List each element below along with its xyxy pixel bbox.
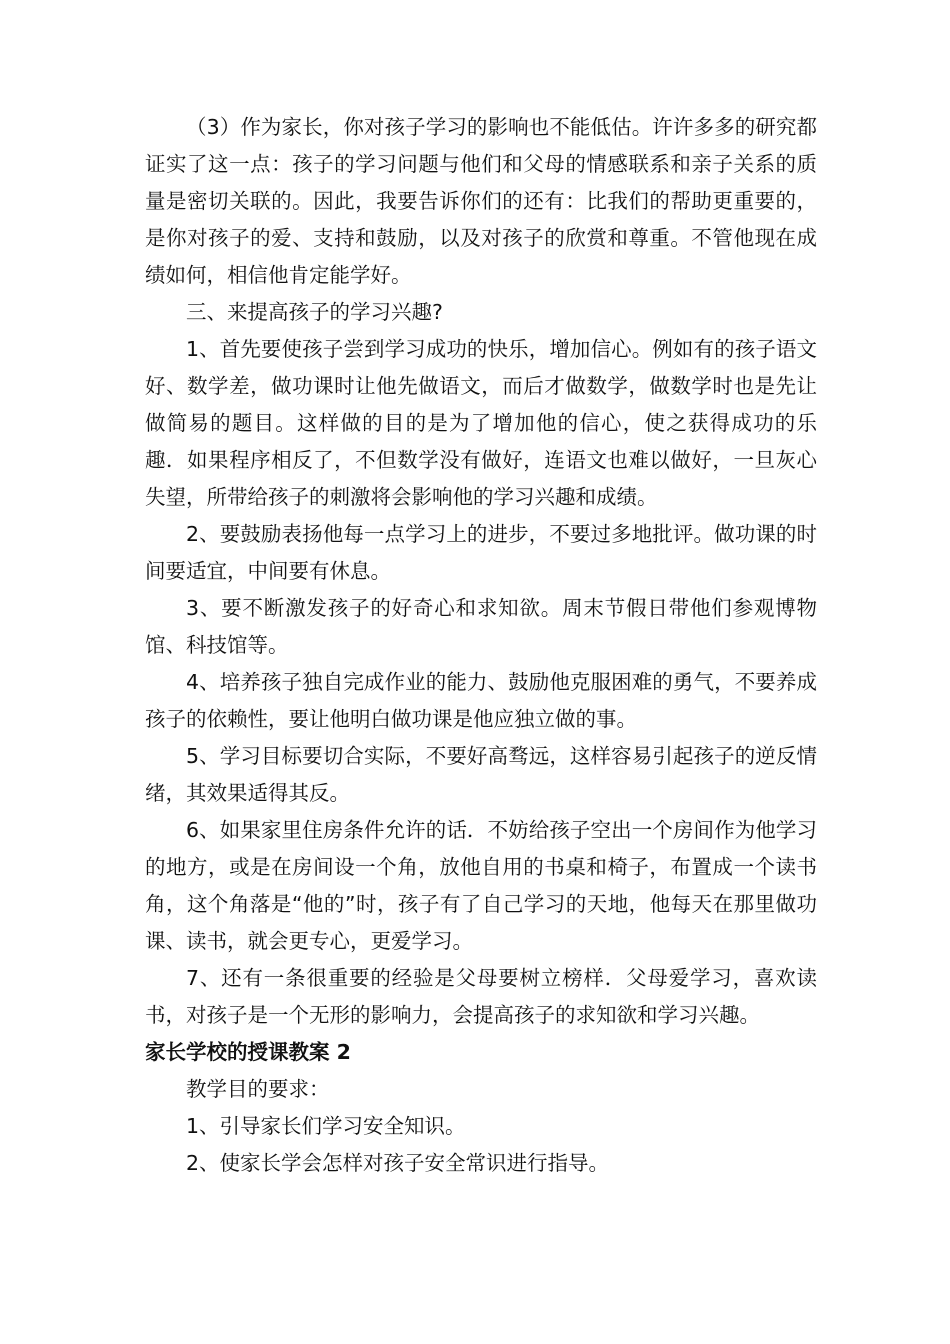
paragraph-tip-2: 2、要鼓励表扬他每一点学习上的进步，不要过多地批评。做功课的时间要适宜，中间要有休息。 bbox=[145, 522, 817, 583]
paragraph-goal-1: 1、引导家长们学习安全知识。 bbox=[186, 1114, 466, 1138]
paragraph-tip-3: 3、要不断激发孩子的好奇心和求知欲。周末节假日带他们参观博物馆、科技馆等。 bbox=[145, 596, 817, 657]
paragraph-goal-2: 2、使家长学会怎样对孩子安全常识进行指导。 bbox=[186, 1151, 610, 1175]
paragraph-parent-influence: （3）作为家长，你对孩子学习的影响也不能低估。许许多多的研究都证实了这一点：孩子的学习问题与他们和父母的情感联系和亲子关系的质量是密切关联的。因此，我要告诉你们的还有：比我们的帮助更重要的，是你对孩子的爱、支持和鼓励，以及对孩子的欣赏和尊重。不管他现在成绩如何，相信他肯定能学好。 bbox=[145, 115, 817, 287]
paragraph-tip-4: 4、培养孩子独自完成作业的能力、鼓励他克服困难的勇气，不要养成孩子的依赖性，要让他明白做功课是他应独立做的事。 bbox=[145, 670, 817, 731]
paragraph-section-three-heading: 三、来提高孩子的学习兴趣? bbox=[186, 300, 443, 324]
paragraph-tip-6: 6、如果家里住房条件允许的话．不妨给孩子空出一个房间作为他学习的地方，或是在房间设一个角，放他自用的书桌和椅子，布置成一个读书角，这个角落是“他的”时，孩子有了自己学习的天地，他每天在那里做功课、读书，就会更专心，更爱学习。 bbox=[145, 818, 817, 953]
document-body bbox=[145, 109, 817, 1182]
paragraph-tip-5: 5、学习目标要切合实际，不要好高骛远，这样容易引起孩子的逆反情绪，其效果适得其反。 bbox=[145, 744, 817, 805]
paragraph-teaching-goals: 教学目的要求： bbox=[186, 1077, 330, 1101]
paragraph-tip-7: 7、还有一条很重要的经验是父母要树立榜样．父母爱学习，喜欢读书，对孩子是一个无形的影响力，会提高孩子的求知欲和学习兴趣。 bbox=[145, 966, 817, 1027]
paragraph-tip-1: 1、首先要使孩子尝到学习成功的快乐，增加信心。例如有的孩子语文好、数学差，做功课时让他先做语文，而后才做数学，做数学时也是先让做简易的题目。这样做的目的是为了增加他的信心，使之获得成功的乐趣．如果程序相反了，不但数学没有做好，连语文也难以做好，一旦灰心失望，所带给孩子的刺激将会影响他的学习兴趣和成绩。 bbox=[145, 337, 817, 509]
section-title: 家长学校的授课教案 2 bbox=[145, 1040, 351, 1064]
